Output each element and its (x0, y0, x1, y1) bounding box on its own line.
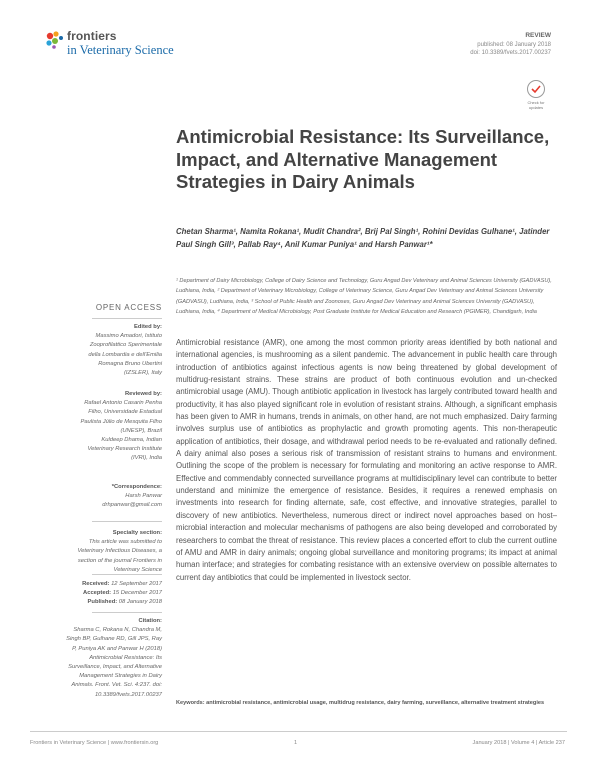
accepted-label: Accepted: (83, 590, 112, 597)
check-updates-label: Check for updates (527, 100, 545, 110)
divider (92, 318, 162, 319)
published-date-left: 08 January 2018 (118, 599, 162, 606)
correspondence-label: *Correspondence: (111, 484, 162, 490)
divider (92, 612, 162, 613)
correspondence-block (30, 483, 162, 511)
correspondence-name: Harsh Panwar (125, 493, 162, 500)
keywords-list: antimicrobial resistance, antimicrobial usage, multidrug resistance, dairy farming, surveillance, alternative treatment strategies (206, 700, 545, 706)
citation-label: Citation: (138, 618, 162, 624)
frontiers-logo-icon (44, 29, 66, 51)
divider (92, 521, 162, 522)
specialty-label: Specialty section: (112, 530, 162, 536)
reviewer-1: Rafael Antonio Casarin Penha Filho, Universidade Estadual Paulista Júlio de Mesquita Filho (UNESP), Brazil (80, 400, 162, 434)
article-title: Antimicrobial Resistance: Its Surveillance, Impact, and Alternative Management Strategies in Dairy Animals (176, 126, 550, 192)
author-list: Chetan Sharma¹, Namita Rokana¹, Mudit Chandra², Brij Pal Singh¹, Rohini Devidas Gulhane¹, Jatinder Paul Singh Gill³, Pallab Ray⁴, Anil Kumar Puniya¹ and Harsh Panwar¹* (176, 227, 550, 249)
check-for-updates-badge[interactable] (523, 80, 549, 114)
footer-journal[interactable]: Frontiers in Veterinary Science | www.frontiersin.org (30, 740, 159, 746)
page-number: 1 (294, 740, 298, 746)
specialty-block (30, 529, 162, 575)
published-label: Published: (87, 599, 118, 606)
correspondence-email[interactable]: drhpanwar@gmail.com (102, 502, 162, 509)
footer-issue: January 2018 | Volume 4 | Article 237 (472, 740, 565, 746)
keywords-block (176, 699, 557, 707)
reviewer-2: Kuldeep Dhama, Indian Veterinary Research Institute (IVRI), India (87, 437, 162, 462)
citation-block (30, 617, 162, 700)
doi-link[interactable]: doi: 10.3389/fvets.2017.00237 (470, 50, 551, 56)
dates-block (30, 580, 162, 608)
article-type: REVIEW (525, 32, 551, 39)
accepted-date: 15 December 2017 (112, 590, 162, 597)
received-date: 12 September 2017 (111, 581, 162, 587)
published-date: published: 08 January 2018 (477, 42, 551, 48)
abstract: Antimicrobial resistance (AMR), one among the most common priority areas identified by both national and international agencies, is mushrooming as a silent pandemic. The advancement in public health care through introduction of antibiotics against infectious agents is now being threatened by global development of multidrug-resistant strains. These strains are product of both continuous evolution and un-checked antimicrobial usage (AMU). Though antibiotic application in livestock has largely contributed toward health and productivity, it has also played significant role in evolution of resistant strains. Although, a significant emphasis has been given to AMR in humans, trends in animals, on other hand, are not much emphasized. Dairy farming involves surplus use of antibiotics as prophylactic and growth promoting agents. This non-therapeutic application of antibiotics, their dosage, and withdrawal period needs to be re-evaluated and rationally defined. A dairy animal also poses a serious risk of transmission of resistant strains to humans and environment. Outlining the scope of the problem is necessary for formulating and monitoring an active response to AMR. Effective and commendably connected surveillance programs at multidisciplinary level can contribute to better understand and minimize the emergence of resistance. Besides, it requires a renewed emphasis on investments into research for finding alternate, safe, cost effective, and innovative strategies, parallel to discovery of new antibiotics. Nevertheless, numerous direct or indirect novel approaches based on host–microbial interaction and molecular mechanisms of pathogens are also being developed and corroborated by researchers to combat the threat of resistance. This review places a concerted effort to club the current outline of AMU and AMR in dairy animals; ongoing global surveillance and monitoring programs; its impact at animal human interface; and strategies for combating resistance with an extensive overview on possible alternates to current day antibiotics that could be implemented in livestock sector. (176, 338, 557, 582)
footer-divider (30, 731, 567, 732)
update-check-icon (527, 80, 545, 98)
editor-block (30, 323, 162, 378)
journal-name: in Veterinary Science (67, 43, 174, 57)
specialty-text: This article was submitted to Veterinary Infectious Diseases, a section of the journal Frontiers in Veterinary Science (77, 539, 162, 573)
logo-wordmark: frontiers (67, 29, 117, 43)
citation-text: Sharma C, Rokana N, Chandra M, Singh BP, Gulhane RD, Gill JPS, Ray P, Puniya AK and Panwar H (2018) Antimicrobial Resistance: Its Surveillance, Impact, and Alternative Management Strategies in Dairy Animals. Front. Vet. Sci. 4:237. doi: 10.3389/fvets.2017.00237 (66, 627, 162, 698)
affiliations: ¹ Department of Dairy Microbiology, College of Dairy Science and Technology, Guru Angad Dev Veterinary and Animal Sciences University (GADVASU), Ludhiana, India, ² Department of Veterinary Microbiology, College of Veterinary Science, Guru Angad Dev Veterinary and Animal Sciences University (GADVASU), Ludhiana, India, ³ School of Public Health and Zoonoses, Guru Angad Dev Veterinary and Animal Sciences University (GADVASU), Ludhiana, India, ⁴ Department of Medical Microbiology, Post Graduate Institute for Medical Education and Research (PGIMER), Chandigarh, India (176, 278, 552, 315)
divider (92, 574, 162, 575)
keywords-label: Keywords: (176, 700, 205, 706)
edited-by-label: Edited by: (133, 324, 162, 330)
received-label: Received: (82, 581, 110, 587)
editor-info: Massimo Amadori, Istituto Zooprofilattico Sperimentale della Lombardia e dell'Emilia Romagna Bruno Ubertini (IZSLER), Italy (88, 333, 162, 377)
reviewed-by-label: Reviewed by: (124, 391, 162, 397)
open-access-label: OPEN ACCESS (95, 303, 162, 312)
reviewer-block (30, 390, 162, 464)
